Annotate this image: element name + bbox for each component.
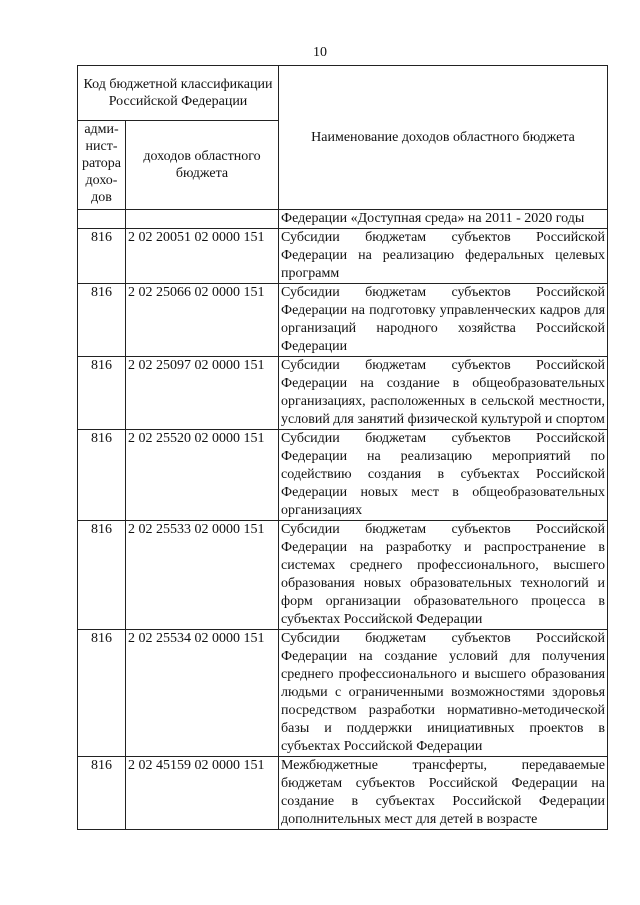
cell-name: Субсидии бюджетам субъектов Российской Федерации на создание в общеобразовательных организациях, расположенных в сельской местности, условий для занятий физической культурой и спортом xyxy=(279,357,608,430)
cell-admin: 816 xyxy=(78,757,126,830)
header-code-group: Код бюджетной классификации Российской Федерации xyxy=(78,66,279,121)
table-row-continuation xyxy=(78,210,608,229)
table-row xyxy=(78,229,608,284)
cell-code: 2 02 25534 02 0000 151 xyxy=(126,630,279,757)
page-number: 10 xyxy=(313,45,327,60)
cell-admin: 816 xyxy=(78,430,126,521)
table-row xyxy=(78,357,608,430)
cell-admin: 816 xyxy=(78,284,126,357)
cell-code-empty xyxy=(126,210,279,229)
header-income-column: доходов областного бюджета xyxy=(126,121,279,210)
cell-name: Субсидии бюджетам субъектов Российской Федерации на реализацию мероприятий по содействию создания в субъектах Российской Федерации новых мест в общеобразовательных организациях xyxy=(279,430,608,521)
budget-classification-table xyxy=(77,65,608,830)
cell-code: 2 02 20051 02 0000 151 xyxy=(126,229,279,284)
cell-code: 2 02 25533 02 0000 151 xyxy=(126,521,279,630)
cell-code: 2 02 25066 02 0000 151 xyxy=(126,284,279,357)
table-row xyxy=(78,630,608,757)
cell-name: Субсидии бюджетам субъектов Российской Федерации на разработку и распространение в системах среднего профессионального, высшего образования новых образовательных технологий и форм организации образовательного процесса в субъектах Российской Федерации xyxy=(279,521,608,630)
table-row xyxy=(78,284,608,357)
cell-code: 2 02 25520 02 0000 151 xyxy=(126,430,279,521)
cell-name: Федерации «Доступная среда» на 2011 - 2020 годы xyxy=(279,210,608,229)
cell-admin: 816 xyxy=(78,357,126,430)
cell-name: Межбюджетные трансферты, передаваемые бюджетам субъектов Российской Федерации на создание в субъектах Российской Федерации дополнительных мест для детей в возрасте xyxy=(279,757,608,830)
table-row xyxy=(78,757,608,830)
cell-admin: 816 xyxy=(78,229,126,284)
cell-name: Субсидии бюджетам субъектов Российской Федерации на подготовку управленческих кадров для организаций народного хозяйства Российской Федерации xyxy=(279,284,608,357)
cell-name: Субсидии бюджетам субъектов Российской Федерации на создание условий для получения среднего профессионального и высшего образования людьми с ограниченными возможностями здоровья посредством разработки нормативно-методической базы и поддержки инициативных проектов в субъектах Российской Федерации xyxy=(279,630,608,757)
header-admin-column: адми-нист-ратора дохо-дов xyxy=(78,121,126,210)
cell-code: 2 02 25097 02 0000 151 xyxy=(126,357,279,430)
table-row xyxy=(78,430,608,521)
header-income-name xyxy=(279,66,608,210)
table-row xyxy=(78,521,608,630)
header-income-name-text: Наименование доходов областного бюджета xyxy=(311,130,575,145)
cell-name: Субсидии бюджетам субъектов Российской Федерации на реализацию федеральных целевых программ xyxy=(279,229,608,284)
header-row-top xyxy=(78,66,608,121)
cell-admin-empty xyxy=(78,210,126,229)
cell-admin: 816 xyxy=(78,630,126,757)
cell-admin: 816 xyxy=(78,521,126,630)
cell-code: 2 02 45159 02 0000 151 xyxy=(126,757,279,830)
